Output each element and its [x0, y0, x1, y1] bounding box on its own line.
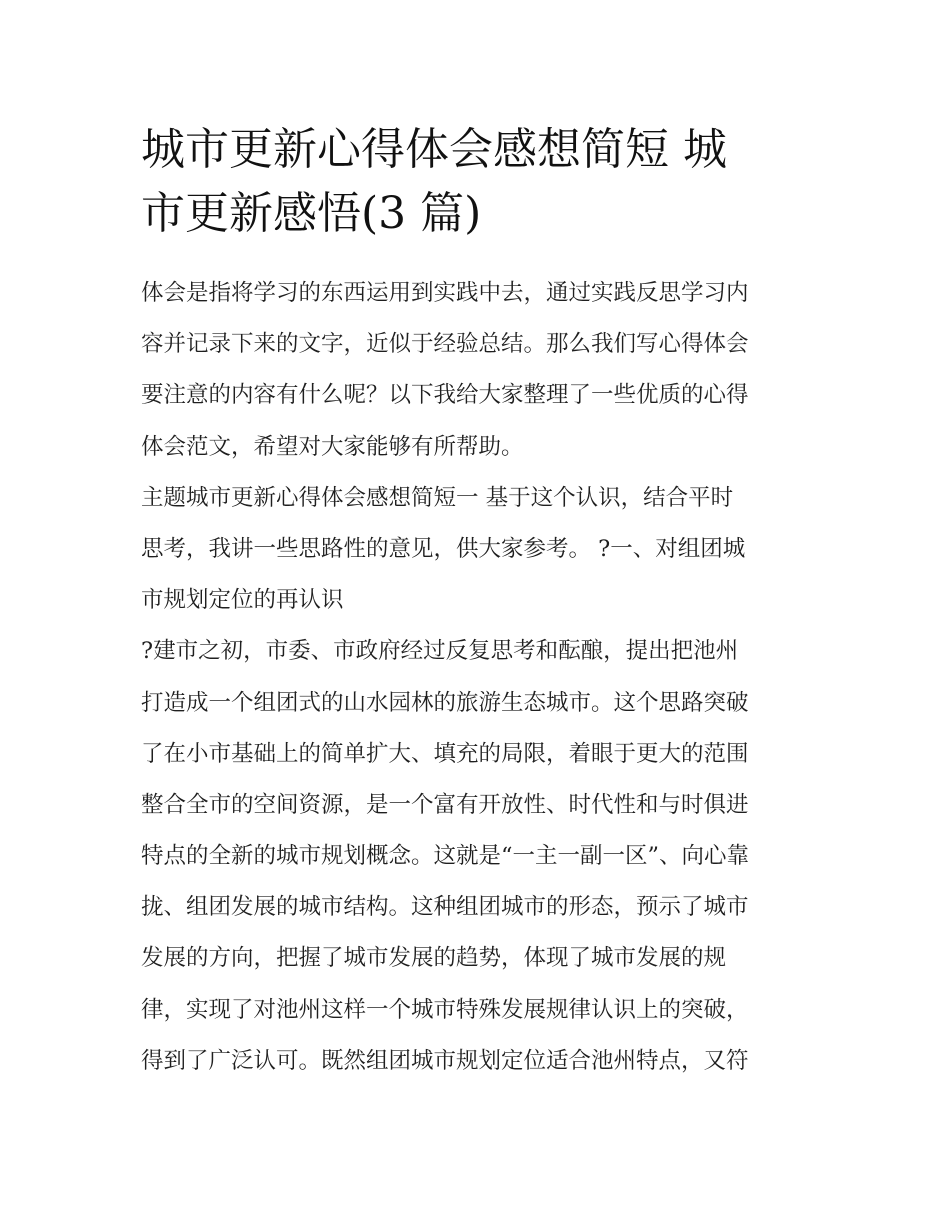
title-spacing — [141, 246, 813, 268]
body-line: 打造成一个组团式的山水园林的旅游生态城市。这个思路突破 — [141, 689, 749, 716]
body-line: 市规划定位的再认识 — [141, 587, 344, 614]
body-line: 特点的全新的城市规划概念。这就是“一主一副一区”、向心靠 — [141, 843, 750, 870]
document-body — [141, 268, 813, 1087]
body-line: 拢、组团发展的城市结构。这种组团城市的形态，预示了城市 — [141, 894, 749, 921]
body-line: 要注意的内容有什么呢？以下我给大家整理了一些优质的心得 — [141, 382, 749, 409]
body-line: 发展的方向，把握了城市发展的趋势，体现了城市发展的规 — [141, 945, 727, 972]
document-content — [141, 118, 813, 1087]
body-line: 容并记录下来的文字，近似于经验总结。那么我们写心得体会 — [141, 331, 749, 358]
body-line: 体会范文，希望对大家能够有所帮助。 — [141, 433, 524, 460]
body-line: 体会是指将学习的东西运用到实践中去，通过实践反思学习内 — [141, 280, 749, 306]
title-line: 城市更新心得体会感想简短 城 — [141, 124, 727, 175]
body-line: 整合全市的空间资源，是一个富有开放性、时代性和与时俱进 — [141, 791, 749, 818]
body-line: 得到了广泛认可。既然组团城市规划定位适合池州特点，又符 — [141, 1047, 749, 1074]
body-line: 了在小市基础上的简单扩大、填充的局限，着眼于更大的范围 — [141, 740, 749, 767]
body-line: 主题城市更新心得体会感想简短一 基于这个认识，结合平时 — [141, 484, 734, 511]
title-line: 市更新感悟(3 篇) — [141, 188, 482, 239]
body-line: 律，实现了对池州这样一个城市特殊发展规律认识上的突破， — [141, 996, 749, 1023]
body-line: ?建市之初，市委、市政府经过反复思考和酝酿，提出把池州 — [141, 638, 739, 665]
body-line: 思考，我讲一些思路性的意见，供大家参考。 ?一、对组团城 — [141, 535, 746, 562]
document-title — [141, 118, 813, 246]
